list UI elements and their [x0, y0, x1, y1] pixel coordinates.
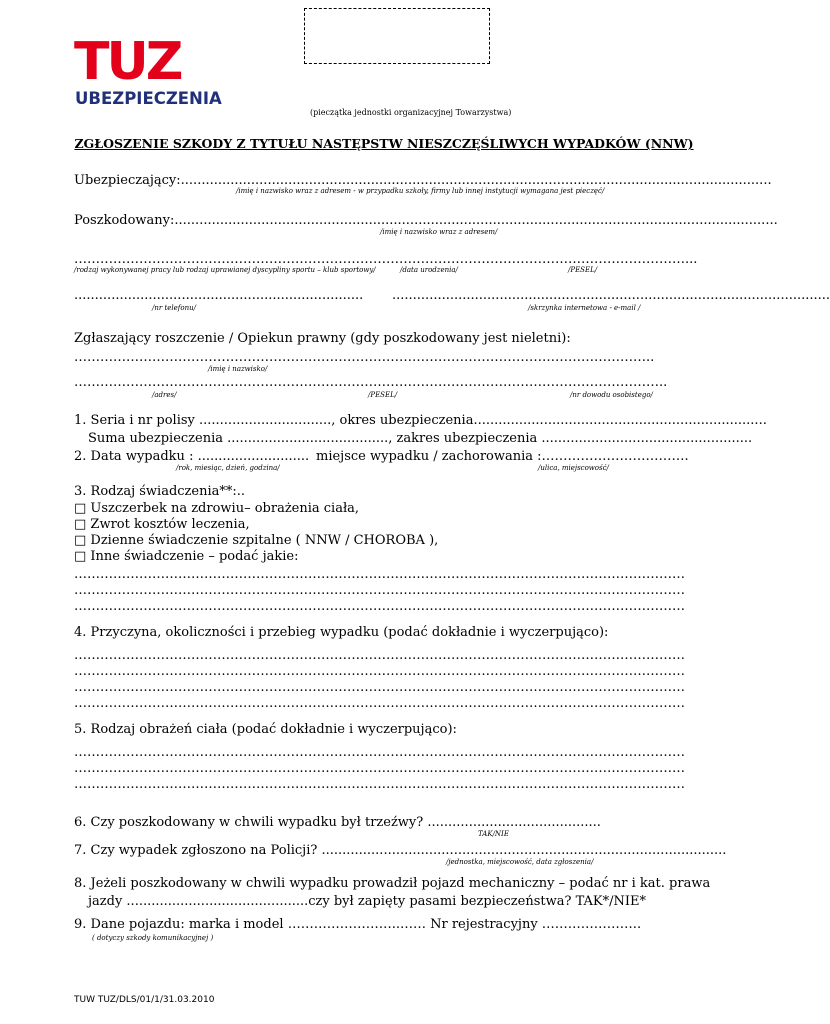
other-benefit-line[interactable]: ……………………………………………………………………………………………………………………………	[74, 599, 685, 614]
accident-date-field[interactable]: 2. Data wypadku : ...........................	[74, 449, 310, 464]
benefit-option-treatment[interactable]: □ Zwrot kosztów leczenia,	[74, 517, 250, 532]
logo-tuz: TUZ	[74, 32, 181, 92]
phone-hint: /nr telefonu/	[152, 304, 196, 312]
benefit-type-label: 3. Rodzaj świadczenia**:..	[74, 484, 246, 499]
cause-line[interactable]: ……………………………………………………………………………………………………………………………	[74, 680, 685, 695]
cause-label: 4. Przyczyna, okoliczności i przebieg wypadku (podać dokładnie i wyczerpująco):	[74, 625, 609, 640]
zglaszajacy-address-field[interactable]: ………………………………………………………………………………………………………………………..	[74, 375, 668, 390]
pesel-hint: /PESEL/	[568, 266, 598, 274]
sum-insured-field[interactable]: Suma ubezpieczenia ......................................., zakres ubezpieczenia ...................................................	[88, 431, 753, 446]
cause-line[interactable]: ……………………………………………………………………………………………………………………………	[74, 648, 685, 663]
cause-line[interactable]: ……………………………………………………………………………………………………………………………	[74, 696, 685, 711]
poszkodowany-hint: /imię i nazwisko wraz z adresem/	[380, 228, 498, 236]
ubezpieczajacy-field[interactable]: Ubezpieczający:...............................................................................................................................................	[74, 173, 772, 188]
other-benefit-line[interactable]: ……………………………………………………………………………………………………………………………	[74, 567, 685, 582]
benefit-option-hospital[interactable]: □ Dzienne świadczenie szpitalne ( NNW / CHOROBA ),	[74, 533, 439, 548]
stamp-caption: (pieczątka jednostki organizacyjnej Towarzystwa)	[310, 108, 512, 117]
ubezpieczajacy-hint: /imię i nazwisko wraz z adresem - w przypadku szkoły, firmy lub innej instytucji wymagana jest pieczęć/	[236, 187, 605, 195]
work-hint: /rodzaj wykonywanej pracy lub rodzaj uprawianej dyscypliny sportu – klub sportowy/	[74, 266, 376, 274]
injury-line[interactable]: ……………………………………………………………………………………………………………………………	[74, 745, 685, 760]
accident-place-field[interactable]: miejsce wypadku / zachorowania :…………………………….	[316, 449, 689, 464]
other-benefit-line[interactable]: ……………………………………………………………………………………………………………………………	[74, 583, 685, 598]
vehicle-hint: ( dotyczy szkody komunikacyjnej )	[92, 934, 214, 942]
date-hint: /rok, miesiąc, dzień, godzina/	[176, 464, 280, 472]
driving-licence-field[interactable]: jazdy ............................................czy był zapięty pasami bezpieczeństwa? TAK*/NIE*	[88, 894, 647, 909]
form-code: TUW TUZ/DLS/01/1/31.03.2010	[74, 995, 215, 1005]
zglaszajacy-label: Zgłaszający roszczenie / Opiekun prawny (gdy poszkodowany jest nieletni):	[74, 331, 571, 346]
driving-licence-label: 8. Jeżeli poszkodowany w chwili wypadku prowadził pojazd mechaniczny – podać nr i kat. prawa	[74, 876, 711, 891]
stamp-box	[304, 8, 490, 64]
form-title: ZGŁOSZENIE SZKODY Z TYTUŁU NASTĘPSTW NIESZCZĘŚLIWYCH WYPADKÓW (NNW)	[74, 136, 694, 151]
zglaszajacy-pesel-hint: /PESEL/	[368, 391, 398, 399]
vehicle-field[interactable]: 9. Dane pojazdu: marka i model ……………………..…… Nr rejestracyjny …………………..	[74, 917, 642, 932]
injury-label: 5. Rodzaj obrażeń ciała (podać dokładnie i wyczerpująco):	[74, 722, 457, 737]
injury-line[interactable]: ……………………………………………………………………………………………………………………………	[74, 761, 685, 776]
birth-date-hint: /data urodzenia/	[400, 266, 458, 274]
address-hint: /adres/	[152, 391, 177, 399]
injury-line[interactable]: ……………………………………………………………………………………………………………………………	[74, 777, 685, 792]
cause-line[interactable]: ……………………………………………………………………………………………………………………………	[74, 664, 685, 679]
place-hint: /ulica, miejscowość/	[538, 464, 609, 472]
police-field[interactable]: 7. Czy wypadek zgłoszono na Policji? ..................................................................................................	[74, 843, 727, 858]
policy-field[interactable]: 1. Seria i nr polisy ................................, okres ubezpieczenia.......................................................................	[74, 413, 767, 428]
zglaszajacy-name-hint: /imię i nazwisko/	[208, 365, 268, 373]
police-hint: /jednostka, miejscowość, data zgłoszenia/	[446, 858, 594, 866]
logo-ubezpieczenia: UBEZPIECZENIA	[75, 89, 222, 108]
phone-field[interactable]: ......................................................................	[74, 288, 364, 303]
email-field[interactable]: ..........................................................................................................	[392, 288, 830, 303]
zglaszajacy-name-field[interactable]: ……………………………………………………………………………………………………………………..	[74, 350, 655, 365]
benefit-option-other[interactable]: □ Inne świadczenie – podać jakie:	[74, 549, 299, 564]
email-hint: /skrzynka internetowa - e-mail /	[528, 304, 641, 312]
sober-hint: TAK/NIE	[478, 830, 509, 838]
poszkodowany-field[interactable]: Poszkodowany:..................................................................................................................................................	[74, 213, 778, 228]
benefit-option-injury[interactable]: □ Uszczerbek na zdrowiu– obrażenia ciała,	[74, 501, 360, 516]
poszkodowany-details-field[interactable]: ……………………………………………………………………………………………………………………………...	[74, 252, 698, 267]
id-number-hint: /nr dowodu osobistego/	[570, 391, 653, 399]
sober-field[interactable]: 6. Czy poszkodowany w chwili wypadku był trzeźwy? ..........................................	[74, 815, 601, 830]
